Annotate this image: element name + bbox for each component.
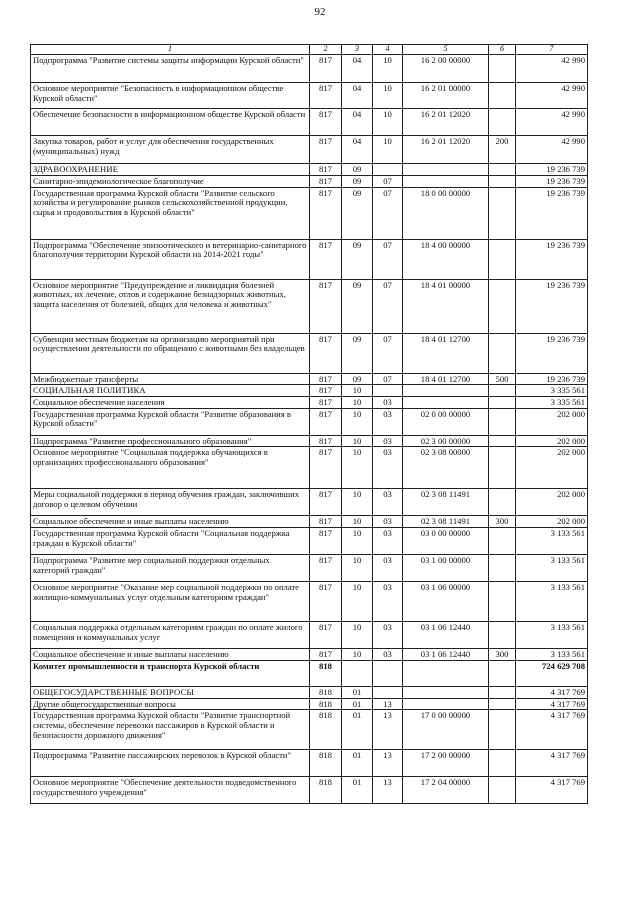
row-target-article-cell: 03 1 06 00000 (403, 582, 489, 622)
row-ministry-code-cell: 817 (310, 163, 342, 175)
row-name-cell: Основное мероприятие "Безопасность в информационном обществе Курской области" (31, 82, 310, 108)
row-amount-cell: 19 236 739 (516, 373, 588, 385)
row-target-article-cell: 18 4 01 12700 (403, 373, 489, 385)
row-subsection-cell: 13 (373, 750, 403, 777)
row-target-article-cell: 17 2 00 00000 (403, 750, 489, 777)
row-section-cell: 01 (342, 698, 373, 710)
row-amount-cell: 42 990 (516, 54, 588, 82)
row-section-cell: 01 (342, 686, 373, 698)
row-section-cell: 04 (342, 108, 373, 135)
row-subsection-cell: 13 (373, 777, 403, 804)
row-subsection-cell: 03 (373, 516, 403, 528)
table-row (31, 408, 588, 435)
row-target-article-cell: 02 3 00 00000 (403, 435, 489, 447)
row-amount-cell: 202 000 (516, 489, 588, 516)
row-target-article-cell (403, 175, 489, 187)
table-header-row (31, 45, 588, 55)
row-name-cell: Подпрограмма "Развитие системы защиты информации Курской области" (31, 54, 310, 82)
row-ministry-code-cell: 817 (310, 279, 342, 333)
row-amount-cell: 202 000 (516, 447, 588, 489)
row-ministry-code-cell: 817 (310, 649, 342, 661)
header-cell: 1 (31, 45, 310, 55)
table-row (31, 777, 588, 804)
row-name-cell: ОБЩЕГОСУДАРСТВЕННЫЕ ВОПРОСЫ (31, 686, 310, 698)
row-name-cell: Подпрограмма "Обеспечение эпизоотического и ветеринарно-санитарного благополучия территории Курской области на 2014-2021 годы" (31, 239, 310, 279)
table-row (31, 660, 588, 686)
row-expense-type-cell (489, 397, 516, 409)
table-row (31, 686, 588, 698)
row-section-cell: 10 (342, 447, 373, 489)
row-expense-type-cell (489, 333, 516, 373)
table-row (31, 333, 588, 373)
row-section-cell: 09 (342, 373, 373, 385)
row-ministry-code-cell: 817 (310, 489, 342, 516)
table-row (31, 175, 588, 187)
row-amount-cell: 202 000 (516, 408, 588, 435)
row-ministry-code-cell: 818 (310, 686, 342, 698)
row-ministry-code-cell: 817 (310, 582, 342, 622)
table-row (31, 82, 588, 108)
row-target-article-cell: 18 0 00 00000 (403, 187, 489, 239)
row-expense-type-cell (489, 555, 516, 582)
row-name-cell: Социальное обеспечение населения (31, 397, 310, 409)
row-name-cell: Основное мероприятие "Обеспечение деятельности подведомственного государственного учреждения" (31, 777, 310, 804)
row-expense-type-cell (489, 435, 516, 447)
row-subsection-cell: 03 (373, 408, 403, 435)
row-target-article-cell: 02 3 08 11491 (403, 489, 489, 516)
row-subsection-cell: 13 (373, 698, 403, 710)
row-section-cell: 10 (342, 397, 373, 409)
row-subsection-cell: 03 (373, 397, 403, 409)
row-section-cell: 10 (342, 385, 373, 397)
row-ministry-code-cell: 818 (310, 750, 342, 777)
row-name-cell: Подпрограмма "Развитие пассажирских перевозок в Курской области" (31, 750, 310, 777)
row-ministry-code-cell: 817 (310, 622, 342, 649)
row-expense-type-cell (489, 279, 516, 333)
row-amount-cell: 19 236 739 (516, 239, 588, 279)
row-section-cell: 01 (342, 710, 373, 750)
row-name-cell: Субвенции местным бюджетам на организацию мероприятий при осуществлении деятельности по обращению с животными без владельцев (31, 333, 310, 373)
row-subsection-cell: 10 (373, 82, 403, 108)
row-name-cell: Социальное обеспечение и иные выплаты населению (31, 649, 310, 661)
row-subsection-cell: 10 (373, 54, 403, 82)
row-name-cell: Государственная программа Курской области "Развитие образования в Курской области" (31, 408, 310, 435)
row-ministry-code-cell: 817 (310, 555, 342, 582)
row-ministry-code-cell: 817 (310, 108, 342, 135)
row-expense-type-cell (489, 710, 516, 750)
row-subsection-cell: 03 (373, 489, 403, 516)
row-section-cell: 04 (342, 54, 373, 82)
row-expense-type-cell (489, 447, 516, 489)
row-section-cell: 10 (342, 582, 373, 622)
row-amount-cell: 19 236 739 (516, 163, 588, 175)
table-row (31, 373, 588, 385)
row-subsection-cell: 03 (373, 447, 403, 489)
row-amount-cell: 3 133 561 (516, 582, 588, 622)
row-amount-cell: 19 236 739 (516, 333, 588, 373)
row-amount-cell: 4 317 769 (516, 698, 588, 710)
row-subsection-cell: 03 (373, 528, 403, 555)
row-expense-type-cell (489, 408, 516, 435)
row-target-article-cell: 17 2 04 00000 (403, 777, 489, 804)
row-target-article-cell: 16 2 00 00000 (403, 54, 489, 82)
page-number: 92 (314, 6, 326, 18)
row-name-cell: Закупка товаров, работ и услуг для обеспечения государственных (муниципальных) нужд (31, 135, 310, 163)
row-expense-type-cell (489, 582, 516, 622)
table-row (31, 163, 588, 175)
row-name-cell: СОЦИАЛЬНАЯ ПОЛИТИКА (31, 385, 310, 397)
row-target-article-cell: 18 4 01 00000 (403, 279, 489, 333)
row-section-cell: 10 (342, 528, 373, 555)
row-section-cell: 09 (342, 239, 373, 279)
row-subsection-cell: 07 (373, 279, 403, 333)
row-ministry-code-cell: 817 (310, 82, 342, 108)
row-amount-cell: 4 317 769 (516, 686, 588, 698)
budget-table (30, 44, 588, 804)
row-expense-type-cell: 300 (489, 516, 516, 528)
table-row (31, 187, 588, 239)
row-name-cell: Другие общегосударственные вопросы (31, 698, 310, 710)
row-expense-type-cell (489, 686, 516, 698)
header-cell: 3 (342, 45, 373, 55)
row-ministry-code-cell: 817 (310, 175, 342, 187)
row-ministry-code-cell: 817 (310, 397, 342, 409)
row-target-article-cell: 02 0 00 00000 (403, 408, 489, 435)
row-section-cell: 10 (342, 408, 373, 435)
row-expense-type-cell: 200 (489, 135, 516, 163)
table-row (31, 516, 588, 528)
row-amount-cell: 4 317 769 (516, 710, 588, 750)
row-target-article-cell: 16 2 01 12020 (403, 108, 489, 135)
row-expense-type-cell (489, 54, 516, 82)
row-ministry-code-cell: 817 (310, 373, 342, 385)
table-row (31, 239, 588, 279)
table-row (31, 397, 588, 409)
row-section-cell: 01 (342, 777, 373, 804)
row-amount-cell: 202 000 (516, 435, 588, 447)
row-subsection-cell: 03 (373, 649, 403, 661)
row-ministry-code-cell: 817 (310, 447, 342, 489)
row-section-cell: 04 (342, 82, 373, 108)
row-name-cell: Социальное обеспечение и иные выплаты населению (31, 516, 310, 528)
row-amount-cell: 3 335 561 (516, 397, 588, 409)
row-target-article-cell: 03 1 06 12440 (403, 622, 489, 649)
table-row (31, 108, 588, 135)
row-ministry-code-cell: 817 (310, 54, 342, 82)
header-cell: 5 (403, 45, 489, 55)
row-target-article-cell: 16 2 01 00000 (403, 82, 489, 108)
row-amount-cell: 724 629 708 (516, 660, 588, 686)
row-expense-type-cell (489, 82, 516, 108)
row-target-article-cell: 18 4 01 12700 (403, 333, 489, 373)
row-section-cell: 10 (342, 622, 373, 649)
row-ministry-code-cell: 817 (310, 135, 342, 163)
row-subsection-cell: 03 (373, 555, 403, 582)
row-name-cell: Государственная программа Курской области "Социальная поддержка граждан в Курской области" (31, 528, 310, 555)
table-row (31, 54, 588, 82)
row-amount-cell: 3 133 561 (516, 555, 588, 582)
row-target-article-cell: 16 2 01 12020 (403, 135, 489, 163)
row-target-article-cell: 02 3 08 00000 (403, 447, 489, 489)
row-ministry-code-cell: 817 (310, 435, 342, 447)
row-expense-type-cell (489, 777, 516, 804)
row-name-cell: Меры социальной поддержки в период обучения граждан, заключивших договор о целевом обучении (31, 489, 310, 516)
row-subsection-cell: 07 (373, 239, 403, 279)
row-expense-type-cell (489, 239, 516, 279)
row-section-cell: 09 (342, 333, 373, 373)
row-amount-cell: 3 133 561 (516, 649, 588, 661)
row-name-cell: Подпрограмма "Развитие профессионального образования" (31, 435, 310, 447)
row-name-cell: Основное мероприятие "Оказание мер социальной поддержки по оплате жилищно-коммунальных услуг отдельным категориям граждан" (31, 582, 310, 622)
row-subsection-cell: 10 (373, 108, 403, 135)
row-section-cell: 09 (342, 279, 373, 333)
row-ministry-code-cell: 817 (310, 333, 342, 373)
table-row (31, 750, 588, 777)
row-expense-type-cell (489, 698, 516, 710)
row-subsection-cell: 03 (373, 582, 403, 622)
row-expense-type-cell: 500 (489, 373, 516, 385)
row-expense-type-cell (489, 528, 516, 555)
row-target-article-cell: 18 4 00 00000 (403, 239, 489, 279)
row-target-article-cell (403, 660, 489, 686)
row-target-article-cell: 02 3 08 11491 (403, 516, 489, 528)
row-target-article-cell: 17 0 00 00000 (403, 710, 489, 750)
row-expense-type-cell (489, 385, 516, 397)
row-section-cell (342, 660, 373, 686)
row-target-article-cell: 03 1 06 12440 (403, 649, 489, 661)
row-expense-type-cell (489, 489, 516, 516)
row-subsection-cell: 07 (373, 333, 403, 373)
row-section-cell: 09 (342, 163, 373, 175)
row-name-cell: Межбюджетные трансферты (31, 373, 310, 385)
row-amount-cell: 202 000 (516, 516, 588, 528)
row-subsection-cell (373, 686, 403, 698)
row-section-cell: 10 (342, 516, 373, 528)
row-name-cell: Основное мероприятие "Предупреждение и ликвидация болезней животных, их лечение, отлов и содержание безнадзорных животных, защита населения от болезней, общих для человека и животных" (31, 279, 310, 333)
row-subsection-cell: 07 (373, 187, 403, 239)
row-expense-type-cell (489, 175, 516, 187)
row-target-article-cell (403, 163, 489, 175)
row-subsection-cell: 03 (373, 435, 403, 447)
row-amount-cell: 42 990 (516, 135, 588, 163)
row-name-cell: Обеспечение безопасности в информационном обществе Курской области (31, 108, 310, 135)
row-name-cell: Комитет промышленности и транспорта Курской области (31, 660, 310, 686)
table-row (31, 555, 588, 582)
row-ministry-code-cell: 817 (310, 385, 342, 397)
table-row (31, 279, 588, 333)
header-cell: 7 (516, 45, 588, 55)
table-row (31, 385, 588, 397)
row-ministry-code-cell: 817 (310, 408, 342, 435)
header-cell: 4 (373, 45, 403, 55)
row-target-article-cell (403, 686, 489, 698)
row-expense-type-cell: 300 (489, 649, 516, 661)
row-amount-cell: 4 317 769 (516, 750, 588, 777)
row-target-article-cell: 03 0 00 00000 (403, 528, 489, 555)
row-expense-type-cell (489, 163, 516, 175)
table-row (31, 435, 588, 447)
row-amount-cell: 3 133 561 (516, 622, 588, 649)
table-row (31, 528, 588, 555)
row-section-cell: 09 (342, 187, 373, 239)
row-amount-cell: 42 990 (516, 108, 588, 135)
row-ministry-code-cell: 818 (310, 698, 342, 710)
row-section-cell: 10 (342, 435, 373, 447)
row-ministry-code-cell: 817 (310, 528, 342, 555)
row-expense-type-cell (489, 750, 516, 777)
row-expense-type-cell (489, 660, 516, 686)
row-name-cell: Основное мероприятие "Социальная поддержка обучающихся в организациях профессионального образования" (31, 447, 310, 489)
row-section-cell: 01 (342, 750, 373, 777)
row-name-cell: Социальная поддержка отдельным категориям граждан по оплате жилого помещения и коммунальных услуг (31, 622, 310, 649)
row-ministry-code-cell: 818 (310, 660, 342, 686)
row-name-cell: ЗДРАВООХРАНЕНИЕ (31, 163, 310, 175)
row-name-cell: Государственная программа Курской области "Развитие сельского хозяйства и регулирование рынков сельскохозяйственной продукции, сырья и продовольствия в Курской области" (31, 187, 310, 239)
row-ministry-code-cell: 817 (310, 516, 342, 528)
table-row (31, 447, 588, 489)
row-amount-cell: 19 236 739 (516, 175, 588, 187)
row-target-article-cell (403, 397, 489, 409)
row-section-cell: 10 (342, 489, 373, 516)
table-row (31, 698, 588, 710)
header-cell: 2 (310, 45, 342, 55)
row-amount-cell: 4 317 769 (516, 777, 588, 804)
row-target-article-cell: 03 1 00 00000 (403, 555, 489, 582)
row-amount-cell: 3 335 561 (516, 385, 588, 397)
row-subsection-cell: 07 (373, 175, 403, 187)
row-subsection-cell: 07 (373, 373, 403, 385)
row-target-article-cell (403, 385, 489, 397)
table-row (31, 135, 588, 163)
row-subsection-cell: 13 (373, 710, 403, 750)
row-target-article-cell (403, 698, 489, 710)
row-subsection-cell: 03 (373, 622, 403, 649)
table-row (31, 582, 588, 622)
header-cell: 6 (489, 45, 516, 55)
row-amount-cell: 42 990 (516, 82, 588, 108)
row-section-cell: 04 (342, 135, 373, 163)
table-row (31, 710, 588, 750)
row-subsection-cell (373, 163, 403, 175)
row-ministry-code-cell: 818 (310, 777, 342, 804)
row-expense-type-cell (489, 108, 516, 135)
row-amount-cell: 19 236 739 (516, 187, 588, 239)
table-row (31, 489, 588, 516)
table-row (31, 622, 588, 649)
table-row (31, 649, 588, 661)
row-subsection-cell: 10 (373, 135, 403, 163)
row-name-cell: Государственная программа Курской области "Развитие транспортной системы, обеспечение перевозки пассажиров в Курской области и безопасности дорожного движения" (31, 710, 310, 750)
row-ministry-code-cell: 817 (310, 239, 342, 279)
row-section-cell: 10 (342, 649, 373, 661)
row-section-cell: 09 (342, 175, 373, 187)
row-name-cell: Подпрограмма "Развитие мер социальной поддержки отдельных категорий граждан" (31, 555, 310, 582)
row-amount-cell: 19 236 739 (516, 279, 588, 333)
row-ministry-code-cell: 817 (310, 187, 342, 239)
row-ministry-code-cell: 818 (310, 710, 342, 750)
row-name-cell: Санитарно-эпидемиологическое благополучие (31, 175, 310, 187)
row-amount-cell: 3 133 561 (516, 528, 588, 555)
row-subsection-cell (373, 660, 403, 686)
row-section-cell: 10 (342, 555, 373, 582)
row-expense-type-cell (489, 187, 516, 239)
row-expense-type-cell (489, 622, 516, 649)
row-subsection-cell (373, 385, 403, 397)
